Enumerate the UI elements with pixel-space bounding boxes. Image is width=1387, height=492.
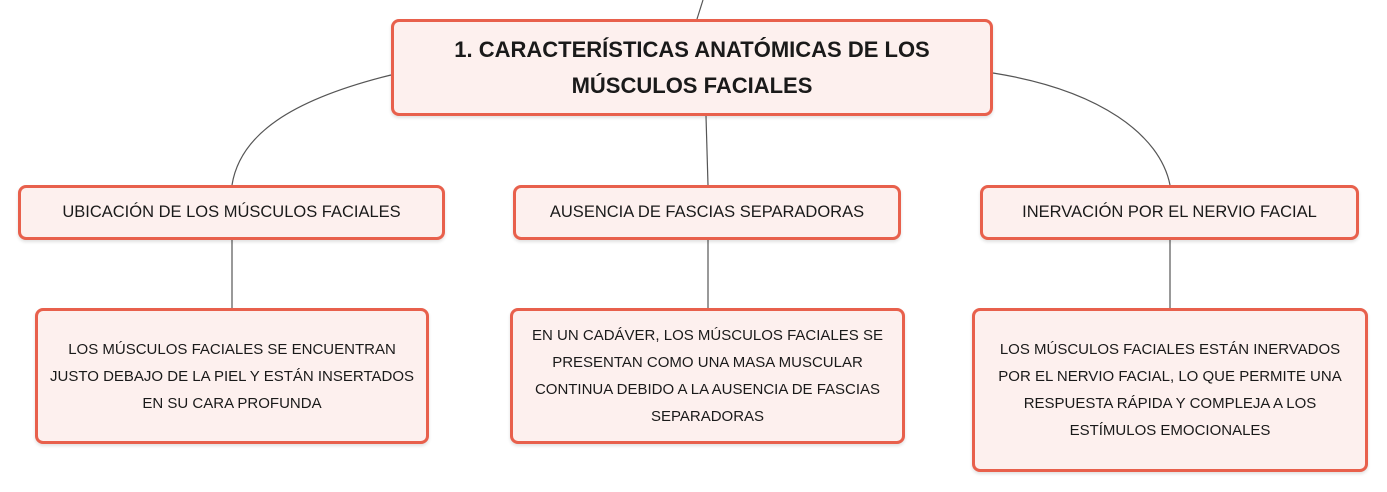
central-topic[interactable] xyxy=(391,19,993,116)
topic-label: INERVACIÓN POR EL NERVIO FACIAL xyxy=(1022,203,1317,221)
detail-inervacion[interactable] xyxy=(972,308,1368,472)
topic-ubicacion[interactable] xyxy=(18,185,445,240)
topic-label: AUSENCIA DE FASCIAS SEPARADORAS xyxy=(549,203,865,221)
detail-text: LOS MÚSCULOS FACIALES ESTÁN INERVADOS POR EL NERVIO FACIAL, LO QUE PERMITE UNA RESPUESTA RÁPIDA Y COMPLEJA A LOS ESTÍMULOS EMOCIONALES xyxy=(998,341,1342,439)
topic-inervacion[interactable] xyxy=(980,185,1359,240)
detail-ubicacion[interactable] xyxy=(35,308,429,444)
connector-root-to-topic-1 xyxy=(232,75,391,185)
detail-text: EN UN CADÁVER, LOS MÚSCULOS FACIALES SE PRESENTAN COMO UNA MASA MUSCULAR CONTINUA DEBIDO A LA AUSENCIA DE FASCIAS SEPARADORAS xyxy=(532,327,883,425)
topic-label: UBICACIÓN DE LOS MÚSCULOS FACIALES xyxy=(62,203,401,221)
detail-text: LOS MÚSCULOS FACIALES SE ENCUENTRAN JUSTO DEBAJO DE LA PIEL Y ESTÁN INSERTADOS EN SU CARA PROFUNDA xyxy=(50,340,415,412)
topic-ausencia-fascias[interactable] xyxy=(513,185,901,240)
central-topic-label: 1. CARACTERÍSTICAS ANATÓMICAS DE LOS MÚSCULOS FACIALES xyxy=(454,36,930,98)
connector-root-to-topic-2 xyxy=(706,116,708,185)
detail-ausencia-fascias[interactable] xyxy=(510,308,905,444)
connector-root-to-topic-3 xyxy=(993,73,1170,185)
connector-from-parent xyxy=(697,0,703,19)
